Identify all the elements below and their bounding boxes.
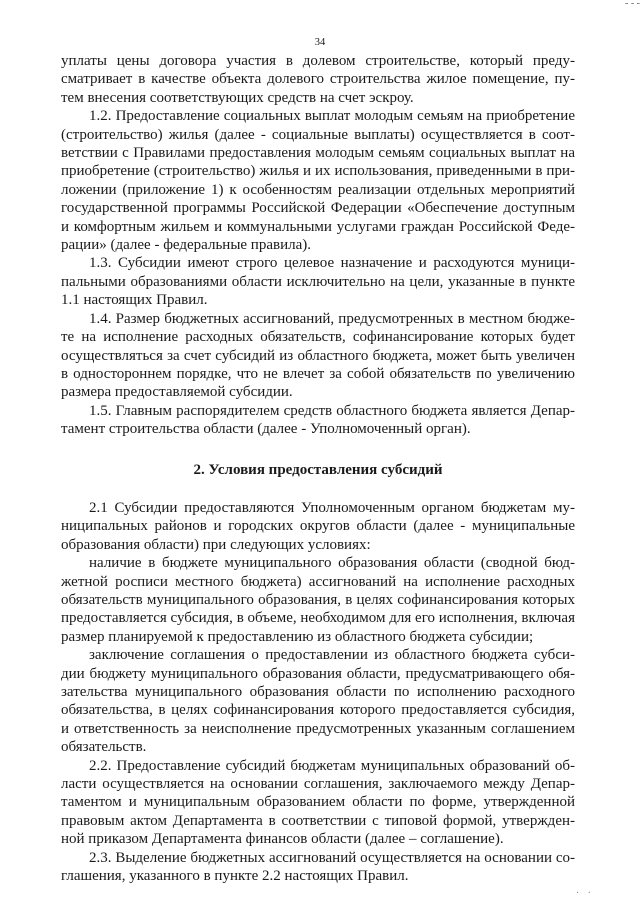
scan-bottom-mark: · · <box>575 888 594 899</box>
paragraph-1-4: 1.4. Размер бюджетных ассигнований, предусмотренных в местном бюджете на исполнение расходных обязательств, софинансирование которых будет осуществляться за счет субсидий из областного бюджета, может быть увеличен в одностороннем порядке, что не влечет за собой обязательств по увеличению размера предоставляемой субсидии. <box>61 310 575 401</box>
section-heading: 2. Условия предоставления субсидий <box>193 461 443 478</box>
document-body <box>61 52 575 885</box>
scan-corner-mark: - - - <box>625 0 640 9</box>
paragraph-2-3: 2.3. Выделение бюджетных ассигнований осуществляется на основании соглашения, указанного в пункте 2.2 настоящих Правил. <box>61 849 575 885</box>
paragraph-2-1: 2.1 Субсидии предоставляются Уполномоченным органом бюджетам муниципальных районов и городских округов области (далее - муниципальные образования области) при следующих условиях: <box>61 499 575 553</box>
page-number: 34 <box>314 37 326 48</box>
condition-agreement: заключение соглашения о предоставлении из областного бюджета субсидии бюджету муниципального образования области, предусматривающего обязательства муниципального образования области по исполнению расходного обязательства, в целях софинансирования которого предоставляется субсидия, и ответственность за неисполнение предусмотренных указанным соглашением обязательств. <box>61 647 575 756</box>
paragraph-1-5: 1.5. Главным распорядителем средств областного бюджета является Департамент строительства области (далее - Уполномоченный орган). <box>61 402 575 438</box>
paragraph-1-2: 1.2. Предоставление социальных выплат молодым семьям на приобретение (строительство) жилья (далее - социальные выплаты) осуществляется в соответствии с Правилами предоставления молодым семьям социальных выплат на приобретение (строительство) жилья и их использования, приведенными в приложении (приложение 1) к особенностям реализации отдельных мероприятий государственной программы Российской Федерации «Обеспечение доступным и комфортным жильем и коммунальными услугами граждан Российской Федерации» (далее - федеральные правила). <box>61 108 575 254</box>
paragraph-1-3: 1.3. Субсидии имеют строго целевое назначение и расходуются муниципальными образованиями области исключительно на цели, указанные в пункте 1.1 настоящих Правил. <box>61 255 575 309</box>
paragraph-2-2: 2.2. Предоставление субсидий бюджетам муниципальных образований области осуществляется на основании соглашения, заключаемого между Департаментом и муниципальным образованием области по форме, утвержденной правовым актом Департамента в соответствии с типовой формой, утвержденной приказом Департамента финансов области (далее – соглашение). <box>61 757 575 848</box>
condition-budget-allocation: наличие в бюджете муниципального образования области (сводной бюджетной росписи местного бюджета) ассигнований на исполнение расходных обязательств муниципального образования, в целях софинансирования которых предоставляется субсидия, в объеме, необходимом для его исполнения, включая размер планируемой к предоставлению из областного бюджета субсидии; <box>61 555 575 645</box>
paragraph-continuation: уплаты цены договора участия в долевом строительстве, который предусматривает в качестве объекта долевого строительства жилое помещение, путем внесения соответствующих средств на счет эскроу. <box>61 53 575 106</box>
